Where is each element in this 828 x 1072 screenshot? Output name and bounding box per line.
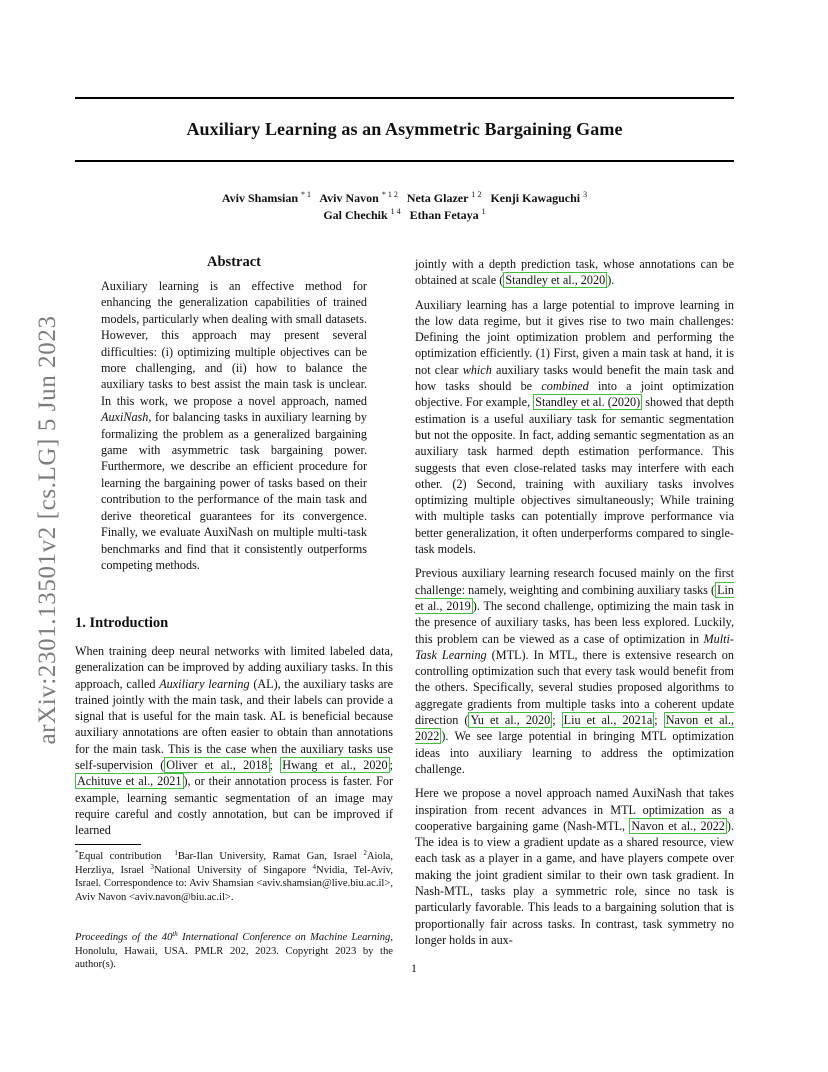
author-affiliation-marks: * 1 2: [381, 190, 398, 199]
section-heading-introduction: 1. Introduction: [75, 615, 169, 631]
abstract-heading: Abstract: [207, 254, 261, 270]
author-name: Neta Glazer: [406, 191, 469, 205]
paragraph: Here we propose a novel approach named AuxiNash that takes inspiration from recent advances in MTL optimization as a cooperative bargaining game (Nash-MTL, Navon et al., 2022 ). The idea is to view a gradient update as a shared resource, view each task as a player in a game, and have players compete over making the joint gradient similar to their own task gradient. In Nash-MTL, tasks play a symmetric role, since no task is particularly favorable. This leads to a bargaining solution that is proportionally fair across tasks. In contrast, task symmetry no longer holds in aux-: [415, 786, 735, 947]
citation-link[interactable]: Liu et al., 2021a: [563, 713, 653, 728]
author-affiliation-marks: * 1: [301, 190, 312, 199]
abstract-text: Auxiliary learning is an effective method for enhancing the generalization capabilities of trained models, particularly when dealing with small datasets. However, this approach may present several difficulties: (i) optimizing multiple objectives can be more challenging, and (ii) how to balance the auxiliary tasks to best assist the main task is unclear. In this work, we propose a novel approach, named AuxiNash, for balancing tasks in auxiliary learning by formalizing the problem as a generalized bargaining game with asymmetric task bargaining power. Furthermore, we describe an efficient procedure for learning the bargaining power of tasks based on their contribution to the performance of the main task and derive theoretical guarantees for its convergence. Finally, we evaluate AuxiNash on multiple multi-task benchmarks and find that it consistently outperforms competing methods.: [101, 279, 367, 572]
author-affiliation-marks: 3: [583, 190, 588, 199]
title-bottom-rule: [75, 160, 734, 162]
paragraph: Previous auxiliary learning research focused mainly on the first challenge: namely, weighting and combining auxiliary tasks ( Lin et al., 2019 ). The second challenge, optimizing the main task in the presence of auxiliary tasks, has been less explored. Luckily, this problem can be viewed as a case of optimization in Multi-Task Learning (MTL). In MTL, there is extensive research on controlling optimization such that every task would benefit from the others. Specifically, several studies proposed algorithms to aggregate gradients from multiple tasks into a coherent update direction ( Yu et al., 2020 ; Liu et al., 2021a ; Navon et al., 2022 ). We see large potential in bringing MTL optimization ideas into auxiliary learning to address the optimization challenge.: [415, 566, 735, 776]
citation-link[interactable]: Standley et al., 2020: [505, 273, 606, 288]
paper-title: Auxiliary Learning as an Asymmetric Bargaining Game: [186, 119, 623, 139]
citation-link[interactable]: Standley et al. (2020): [535, 395, 641, 410]
author-name: Gal Chechik: [323, 208, 388, 222]
author-name: Aviv Shamsian: [221, 191, 299, 205]
citation-link[interactable]: Navon et al., 2022: [631, 818, 725, 833]
paragraph: jointly with a depth prediction task, whose annotations can be obtained at scale ( Standley et al., 2020 ).: [415, 257, 734, 288]
arxiv-identifier: arXiv:2301.13501v2 [cs.LG] 5 Jun 2023: [34, 315, 61, 745]
citation-link[interactable]: Hwang et al., 2020: [282, 758, 388, 773]
citation-link[interactable]: Achituve et al., 2021: [77, 774, 182, 789]
author-name: Kenji Kawaguchi: [490, 191, 581, 205]
paragraph: Auxiliary learning has a large potential to improve learning in the low data regime, but it gives rise to two main challenges: Defining the joint optimization problem and performing the optimization efficiently. (1) First, given a main task at hand, it is not clear which auxiliary tasks would benefit the main task and how tasks should be combined into a joint optimization objective. For example, Standley et al. (2020) showed that depth estimation is a useful auxiliary task for semantic segmentation but not the opposite. In fact, adding semantic segmentation as an auxiliary task harmed depth estimation performance. This suggests that even close-related tasks may interfere with each other. (2) Second, training with auxiliary tasks involves optimizing multiple objectives simultaneously; While training with multiple tasks can potentially improve performance via better generalization, it often underperforms compared to single-task models.: [415, 297, 735, 557]
title-top-rule: [75, 97, 734, 99]
author-name: Ethan Fetaya: [409, 208, 479, 222]
author-affiliation-marks: 1: [481, 207, 486, 216]
author-name: Aviv Navon: [319, 191, 379, 205]
citation-link[interactable]: Navon et al., 2022: [415, 713, 734, 744]
proceedings-note: Proceedings of the 40th International Conference on Machine Learning, Honolulu, Hawaii, USA. PMLR 202, 2023. Copyright 2023 by the author(s).: [75, 930, 393, 971]
author-affiliation-marks: 1 2: [471, 190, 482, 199]
right-column: [415, 256, 734, 956]
author-list: [75, 190, 734, 224]
page-number: 1: [411, 961, 417, 975]
citation-link[interactable]: Yu et al., 2020: [470, 713, 551, 728]
citation-link[interactable]: Oliver et al., 2018: [166, 758, 268, 773]
author-affiliation-marks: 1 4: [390, 207, 401, 216]
affiliation-footnote: *Equal contribution $^1$Bar-Ilan University, Ramat Gan, Israel $^2$Aiola, Herzliya, Israel $^3$National University of Singapore $^4$Nvidia, Tel-Aviv, Israel. Correspondence to: Aviv Shamsian <aviv.shamsian@live.biu.ac.il>, Aviv Navon <aviv.navon@biu.ac.il>.: [75, 849, 393, 903]
footnote-rule: [75, 844, 141, 845]
citation-link[interactable]: Lin et al., 2019: [415, 582, 734, 613]
introduction-paragraph: When training deep neural networks with limited labeled data, generalization can be improved by adding auxiliary tasks. In this approach, called Auxiliary learning (AL), the auxiliary tasks are trained jointly with the main task, and their labels can provide a signal that is useful for the main task. AL is beneficial because auxiliary annotations are often easier to obtain than annotations for the main task. This is the case when the auxiliary tasks use self-supervision ( Oliver et al., 2018 ; Hwang et al., 2020 ; Achituve et al., 2021 ), or their annotation process is faster. For example, learning semantic segmentation of an image may require careful and costly annotation, but can be improved if learned: [75, 644, 394, 838]
